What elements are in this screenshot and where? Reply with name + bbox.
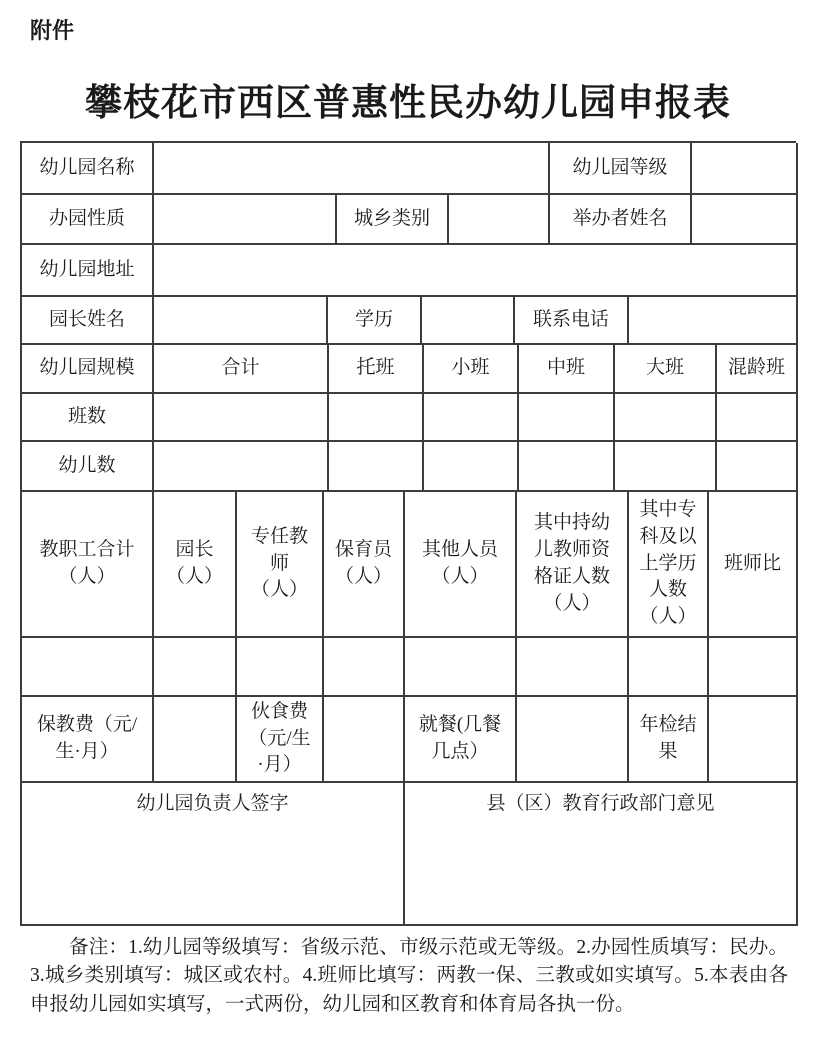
principal-name-value-cell (154, 297, 328, 345)
children-count-total-cell (154, 442, 329, 492)
nature-value-cell (154, 195, 337, 245)
class-count-total-cell (154, 394, 329, 442)
table-row-class-count (22, 394, 798, 442)
founder-name-value-cell (692, 195, 798, 245)
staff-degree-value-cell (629, 638, 709, 697)
staff-other-value-cell (405, 638, 517, 697)
class-count-middle-cell (519, 394, 615, 442)
class-count-nursery-cell (329, 394, 424, 442)
table-row-staff-values (22, 638, 798, 697)
children-count-nursery-cell (329, 442, 424, 492)
staff-teacher-label: 专任教师（人） (237, 492, 324, 638)
scale-label: 幼儿园规模 (22, 345, 154, 394)
tuition-fee-label: 保教费（元/生·月） (22, 697, 154, 783)
footnotes: 备注：1.幼儿园等级填写：省级示范、市级示范或无等级。2.办园性质填写：民办。3.城乡类别填写：城区或农村。4.班师比填写：两教一保、三教或如实填写。5.本表由各申报幼儿园如实填写，一式两份，幼儿园和区教育和体育局各执一份。 (30, 937, 788, 1015)
staff-principal-label: 园长（人） (154, 492, 237, 638)
table-row-signature (22, 783, 798, 926)
kindergarten-name-value-cell (154, 143, 550, 195)
annual-inspection-value-cell (709, 697, 798, 783)
principal-name-label: 园长姓名 (22, 297, 154, 345)
staff-ratio-label: 班师比 (709, 492, 798, 638)
authority-opinion-cell: 县（区）教育行政部门意见 (405, 783, 798, 926)
children-count-junior-cell (424, 442, 519, 492)
dining-value-cell (517, 697, 629, 783)
urban-rural-label: 城乡类别 (337, 195, 449, 245)
dining-label: 就餐(几餐几点） (405, 697, 517, 783)
scale-col-nursery: 托班 (329, 345, 424, 394)
staff-ratio-value-cell (709, 638, 798, 697)
staff-other-label: 其他人员（人） (405, 492, 517, 638)
kindergarten-grade-label: 幼儿园等级 (550, 143, 692, 195)
staff-certified-value-cell (517, 638, 629, 697)
staff-teacher-value-cell (237, 638, 324, 697)
scale-col-middle: 中班 (519, 345, 615, 394)
phone-value-cell (629, 297, 798, 345)
table-row-nature-founder (22, 195, 798, 245)
scale-col-mixed: 混龄班 (717, 345, 798, 394)
children-count-mixed-cell (717, 442, 798, 492)
tuition-fee-value-cell (154, 697, 237, 783)
staff-caregiver-label: 保育员（人） (324, 492, 405, 638)
class-count-label: 班数 (22, 394, 154, 442)
address-label: 幼儿园地址 (22, 245, 154, 297)
table-row-fees (22, 697, 798, 783)
urban-rural-value-cell (449, 195, 550, 245)
phone-label: 联系电话 (515, 297, 629, 345)
scale-col-junior: 小班 (424, 345, 519, 394)
staff-principal-value-cell (154, 638, 237, 697)
education-label: 学历 (328, 297, 422, 345)
table-row-principal (22, 297, 798, 345)
class-count-senior-cell (615, 394, 717, 442)
table-row-scale-header (22, 345, 798, 394)
nature-label: 办园性质 (22, 195, 154, 245)
staff-total-label: 教职工合计（人） (22, 492, 154, 638)
education-value-cell (422, 297, 515, 345)
attachment-label: 附件 (30, 18, 75, 43)
class-count-junior-cell (424, 394, 519, 442)
meal-fee-label: 伙食费（元/生·月） (237, 697, 324, 783)
kindergarten-grade-value-cell (692, 143, 798, 195)
kindergarten-signature-cell: 幼儿园负责人签字 (22, 783, 405, 926)
founder-name-label: 举办者姓名 (550, 195, 692, 245)
address-value-cell (154, 245, 798, 297)
class-count-mixed-cell (717, 394, 798, 442)
children-count-middle-cell (519, 442, 615, 492)
staff-degree-label: 其中专科及以上学历人数（人） (629, 492, 709, 638)
scale-col-senior: 大班 (615, 345, 717, 394)
table-row-children-count (22, 442, 798, 492)
scale-col-total: 合计 (154, 345, 329, 394)
table-row-address (22, 245, 798, 297)
application-form-table (20, 141, 796, 926)
table-row-staff-header (22, 492, 798, 638)
children-count-label: 幼儿数 (22, 442, 154, 492)
staff-certified-label: 其中持幼儿教师资格证人数（人） (517, 492, 629, 638)
children-count-senior-cell (615, 442, 717, 492)
page-title: 攀枝花市西区普惠性民办幼儿园申报表 (85, 83, 731, 124)
table-row-name-grade (22, 143, 798, 195)
staff-total-value-cell (22, 638, 154, 697)
kindergarten-name-label: 幼儿园名称 (22, 143, 154, 195)
annual-inspection-label: 年检结果 (629, 697, 709, 783)
staff-caregiver-value-cell (324, 638, 405, 697)
meal-fee-value-cell (324, 697, 405, 783)
